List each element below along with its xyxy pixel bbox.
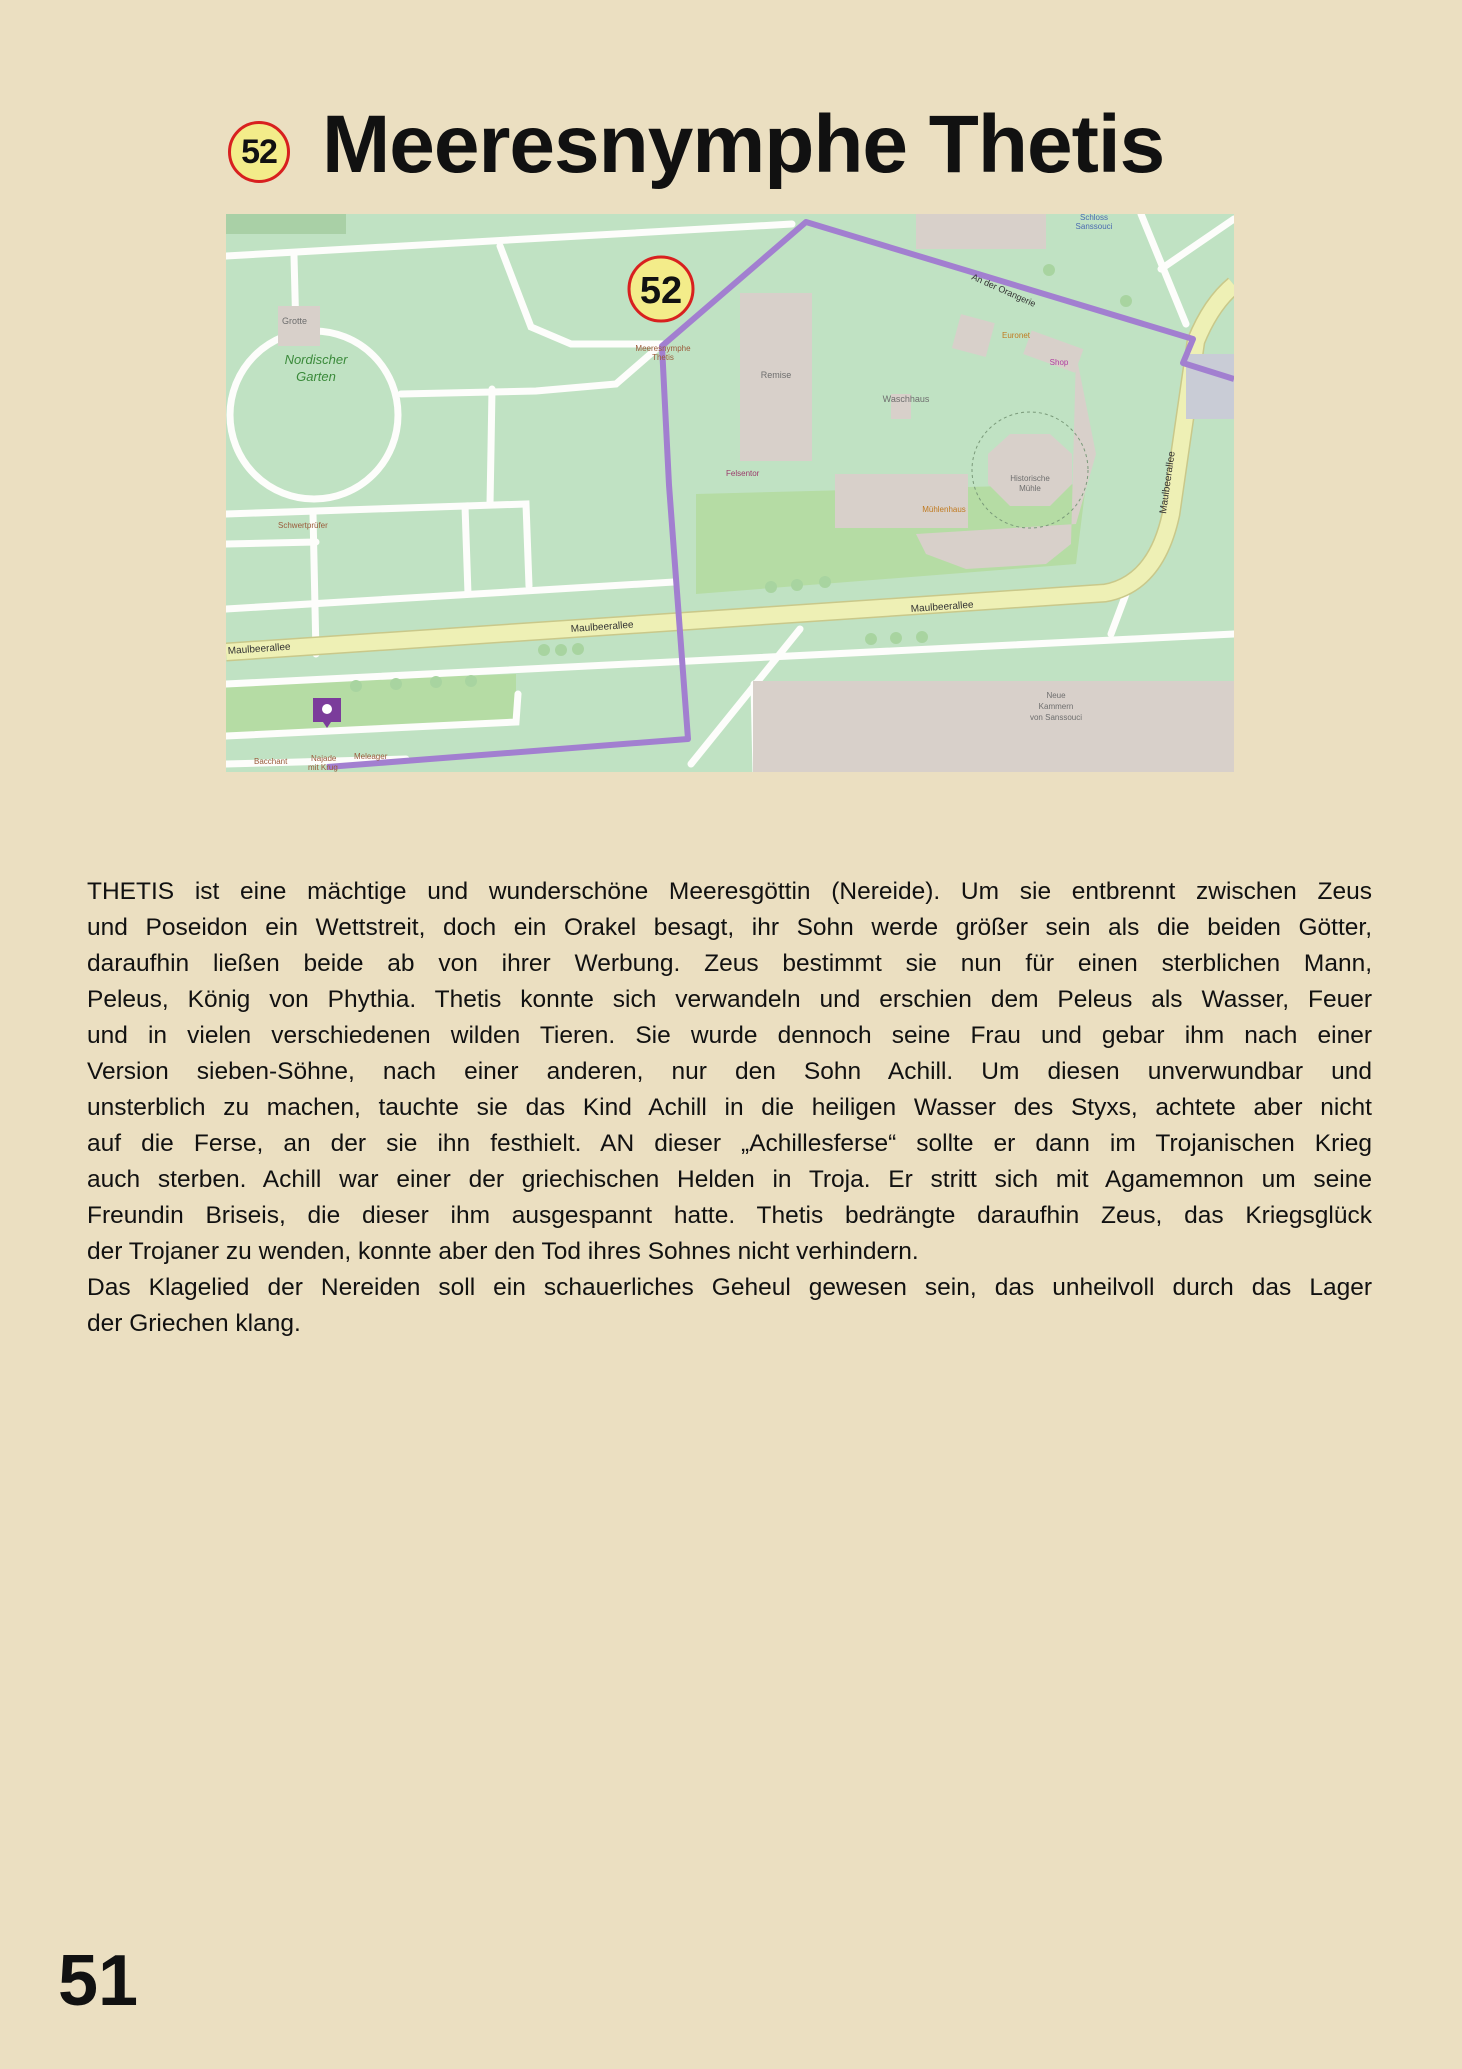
route-map[interactable] [226, 214, 1234, 772]
text-line: unsterblich zu machen, tauchte sie das Kind Achill in die heiligen Wasser des Styxs, achtete aber nicht [87, 1094, 1372, 1121]
text-line: der Griechen klang. [87, 1310, 301, 1337]
map-park-area [226, 214, 346, 234]
text-line: und Poseidon ein Wettstreit, doch ein Orakel besagt, ihr Sohn werde größer sein als die beiden Götter, [87, 914, 1372, 941]
text-line: Freundin Briseis, die dieser ihm ausgespannt hatte. Thetis bedrängte daraufhin Zeus, das Kriegsglück [87, 1202, 1372, 1229]
map-label: Schwertprüfer [278, 521, 328, 530]
map-label: Maulbeerallee [1158, 450, 1178, 515]
map-label: Maulbeerallee [910, 599, 974, 615]
marker-number: 52 [639, 270, 683, 312]
map-label: Meleager [354, 752, 388, 761]
page-number: 51 [58, 1941, 139, 2021]
map-label: Historische [1010, 474, 1050, 483]
station-number-badge [228, 121, 290, 183]
map-label: Waschhaus [882, 394, 930, 404]
map-label: von Sanssouci [1029, 713, 1083, 722]
text-line: daraufhin ließen beide ab von ihrer Werbung. Zeus bestimmt sie nun für einen sterblichen Mann, [87, 950, 1372, 977]
map-station-marker-52[interactable] [629, 257, 693, 321]
map-label: Grotte [282, 316, 308, 326]
body-text [87, 874, 1372, 1342]
map-label: Neue [1046, 691, 1066, 700]
map-building-neue-kammern [753, 681, 1234, 772]
map-building-grotte [278, 306, 320, 346]
map-label: Felsentor [726, 469, 760, 478]
badge-number: 52 [241, 132, 277, 171]
text-line: THETIS ist eine mächtige und wunderschöne Meeresgöttin (Nereide). Um sie entbrennt zwischen Zeus [87, 878, 1372, 905]
map-label: Najade [311, 754, 337, 763]
map-label: Bacchant [254, 757, 288, 766]
map-building-muehlenhaus [835, 474, 968, 528]
map-label: Maulbeerallee [227, 641, 291, 657]
text-line: Das Klagelied der Nereiden soll ein schauerliches Geheul gewesen sein, das unheilvoll durch das Lager [87, 1274, 1372, 1301]
map-label: Shop [1049, 358, 1069, 367]
text-line: der Trojaner zu wenden, konnte aber den Tod ihres Sohnes nicht verhindern. [87, 1238, 919, 1265]
map-label: Thetis [652, 353, 674, 362]
text-line: Peleus, König von Phythia. Thetis konnte sich verwandeln und erschien dem Peleus als Wasser, Feuer [87, 986, 1372, 1013]
page-title: Meeresnymphe Thetis [322, 99, 1165, 190]
map-label: Maulbeerallee [570, 619, 634, 635]
map-building-historische-muehle [988, 434, 1072, 506]
map-label: Garten [296, 369, 336, 384]
map-label: Schloss [1079, 214, 1109, 222]
text-line: und in vielen verschiedenen wilden Tieren. Sie wurde dennoch seine Frau und gebar ihm nach einer [87, 1022, 1372, 1049]
map-label: Remise [760, 370, 792, 380]
map-label: Kammern [1038, 702, 1074, 711]
text-line: auch sterben. Achill war einer der griechischen Helden in Troja. Er stritt sich mit Agamemnon um seine [87, 1166, 1372, 1193]
map-label: Sanssouci [1075, 222, 1113, 231]
map-label: Mühlenhaus [922, 505, 966, 514]
map-label: Euronet [1001, 331, 1031, 340]
map-label: Meeresnymphe [635, 344, 691, 353]
text-line: auf die Ferse, an der sie ihn festhielt. AN dieser „Achillesferse“ sollte er dann im Trojanischen Krieg [87, 1130, 1372, 1157]
map-building [916, 214, 1046, 249]
map-label: mit Krug [308, 763, 338, 772]
map-label: An der Orangerie [970, 271, 1038, 309]
map-label: Nordischer [284, 352, 348, 367]
map-label: Mühle [1019, 484, 1041, 493]
text-line: Version sieben-Söhne, nach einer anderen, nur den Sohn Achill. Um diesen unverwundbar und [87, 1058, 1372, 1085]
